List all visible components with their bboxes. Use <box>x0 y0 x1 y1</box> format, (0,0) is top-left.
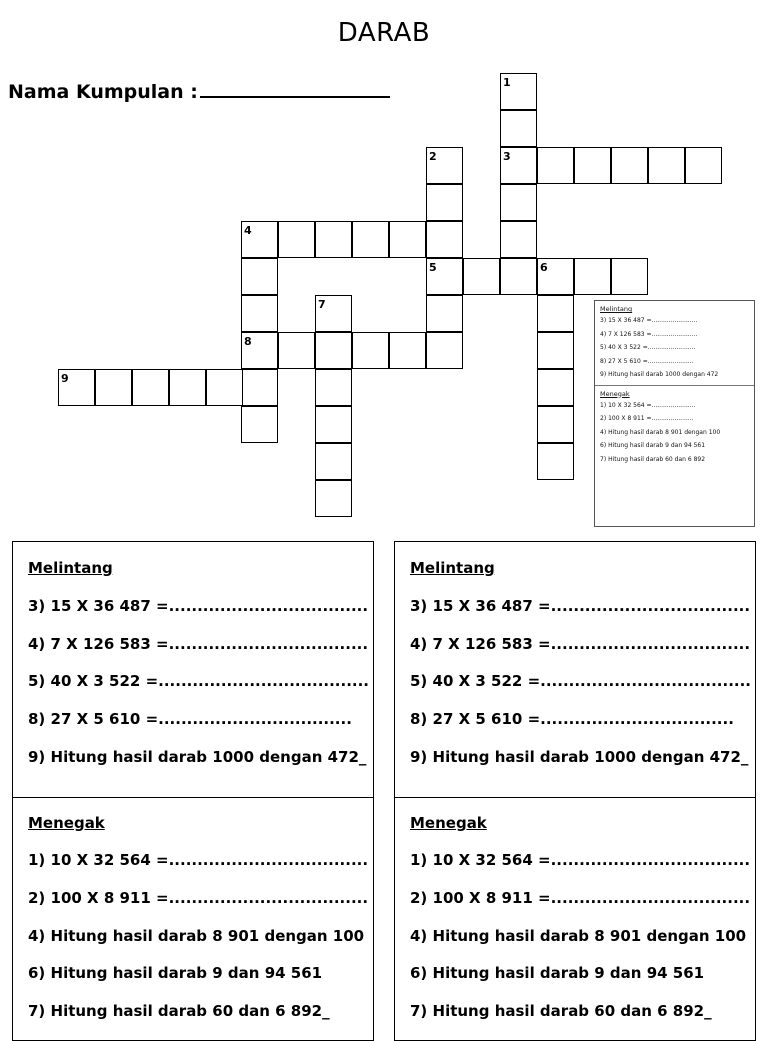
across-heading: Melintang <box>28 559 113 577</box>
across-clue: 3) 15 X 36 487 =................................... <box>28 597 369 615</box>
across-heading: Melintang <box>410 559 495 577</box>
down-clue: 6) Hitung hasil darab 9 dan 94 561 <box>28 964 323 982</box>
grid-cell[interactable] <box>500 110 537 147</box>
section-divider <box>13 797 373 798</box>
grid-cell[interactable] <box>537 258 574 295</box>
clue-number-1: 1 <box>503 76 511 89</box>
down-clue: 4) Hitung hasil darab 8 901 dengan 100 <box>410 927 747 945</box>
mini-across-section <box>595 301 754 378</box>
mini-clue-line: 4) Hitung hasil darab 8 901 dengan 100 <box>600 428 721 436</box>
grid-cell[interactable] <box>500 73 537 110</box>
grid-cell[interactable] <box>611 258 648 295</box>
down-heading: Menegak <box>410 814 487 832</box>
grid-cell[interactable] <box>315 443 352 480</box>
grid-cell[interactable] <box>389 332 426 369</box>
grid-cell[interactable] <box>169 369 206 406</box>
clue-box-left <box>12 541 374 1041</box>
page-title: DARAB <box>337 18 431 48</box>
down-clue: 2) 100 X 8 911 =................................... <box>410 889 751 907</box>
across-clue: 8) 27 X 5 610 =.................................. <box>28 710 352 728</box>
grid-cell[interactable] <box>206 369 243 406</box>
grid-cell[interactable] <box>315 480 352 517</box>
mini-down-heading: Menegak <box>600 389 630 398</box>
mini-clue-line: 9) Hitung hasil darab 1000 dengan 472 <box>600 371 719 378</box>
grid-cell[interactable] <box>574 258 611 295</box>
grid-cell[interactable] <box>500 221 537 258</box>
grid-cell[interactable] <box>537 369 574 406</box>
grid-cell[interactable] <box>315 295 352 332</box>
across-clue: 4) 7 X 126 583 =................................... <box>28 635 369 653</box>
grid-cell[interactable] <box>574 147 611 184</box>
grid-cell[interactable] <box>426 258 463 295</box>
grid-cell[interactable] <box>241 332 278 369</box>
mini-clue-line: 2) 100 X 8 911 =...................... <box>600 415 694 422</box>
mini-clue-line: 1) 10 X 32 564 =....................... <box>600 401 696 409</box>
grid-cell[interactable] <box>611 147 648 184</box>
grid-cell[interactable] <box>537 332 574 369</box>
grid-cell[interactable] <box>426 147 463 184</box>
grid-cell[interactable] <box>58 369 95 406</box>
mini-clue-line: 5) 40 X 3 522 =......................... <box>600 344 696 351</box>
down-clue: 7) Hitung hasil darab 60 dan 6 892_ <box>410 1002 712 1020</box>
grid-cell[interactable] <box>648 147 685 184</box>
mini-clue-line: 8) 27 X 5 610 =........................ <box>600 357 694 365</box>
grid-cell[interactable] <box>278 221 315 258</box>
across-clue: 9) Hitung hasil darab 1000 dengan 472_ <box>410 748 749 766</box>
clue-box-right <box>394 541 756 1041</box>
grid-cell[interactable] <box>463 258 500 295</box>
group-name-text: Nama Kumpulan : <box>8 81 198 103</box>
grid-cell[interactable] <box>500 147 537 184</box>
across-clue: 5) 40 X 3 522 =..................................... <box>410 672 751 690</box>
grid-cell[interactable] <box>352 221 389 258</box>
grid-cell[interactable] <box>389 221 426 258</box>
grid-cell[interactable] <box>500 258 537 295</box>
grid-cell[interactable] <box>241 406 278 443</box>
grid-cell[interactable] <box>426 221 463 258</box>
clue-number-2: 2 <box>429 150 437 163</box>
clue-number-9: 9 <box>61 372 69 385</box>
grid-cell[interactable] <box>315 406 352 443</box>
down-clue: 1) 10 X 32 564 =................................... <box>28 851 369 869</box>
down-clue: 4) Hitung hasil darab 8 901 dengan 100 <box>28 927 365 945</box>
across-clue: 9) Hitung hasil darab 1000 dengan 472_ <box>28 748 367 766</box>
clue-number-4: 4 <box>244 224 252 237</box>
down-clue: 2) 100 X 8 911 =................................... <box>28 889 369 907</box>
mini-across-heading: Melintang <box>600 305 633 313</box>
down-clue: 1) 10 X 32 564 =................................... <box>410 851 751 869</box>
grid-cell[interactable] <box>95 369 132 406</box>
mini-down-section <box>595 385 754 463</box>
clue-number-3: 3 <box>503 150 511 163</box>
grid-cell[interactable] <box>352 332 389 369</box>
down-heading: Menegak <box>28 814 105 832</box>
grid-cell[interactable] <box>537 406 574 443</box>
clue-number-7: 7 <box>318 298 326 311</box>
grid-cell[interactable] <box>426 184 463 221</box>
across-clue: 5) 40 X 3 522 =..................................... <box>28 672 369 690</box>
grid-cell[interactable] <box>500 184 537 221</box>
across-clue: 3) 15 X 36 487 =................................... <box>410 597 751 615</box>
clue-number-6: 6 <box>540 261 548 274</box>
grid-cell[interactable] <box>241 369 278 406</box>
mini-clue-line: 4) 7 X 126 583 =........................ <box>600 330 698 338</box>
grid-cell[interactable] <box>132 369 169 406</box>
mini-clue-card <box>594 300 755 527</box>
mini-clue-line: 6) Hitung hasil darab 9 dan 94 561 <box>600 442 706 449</box>
mini-clue-line: 3) 15 X 36 487 =........................ <box>600 317 698 324</box>
down-clue: 7) Hitung hasil darab 60 dan 6 892_ <box>28 1002 330 1020</box>
grid-cell[interactable] <box>241 221 278 258</box>
clue-number-5: 5 <box>429 261 437 274</box>
across-clue: 4) 7 X 126 583 =................................... <box>410 635 751 653</box>
section-divider <box>395 797 755 798</box>
grid-cell[interactable] <box>426 332 463 369</box>
grid-cell[interactable] <box>315 221 352 258</box>
grid-cell[interactable] <box>426 295 463 332</box>
grid-cell[interactable] <box>537 443 574 480</box>
clue-number-8: 8 <box>244 335 252 348</box>
grid-cell[interactable] <box>685 147 722 184</box>
grid-cell[interactable] <box>241 258 278 295</box>
mini-clue-line: 7) Hitung hasil darab 60 dan 6 892 <box>600 455 706 463</box>
grid-cell[interactable] <box>241 295 278 332</box>
grid-cell[interactable] <box>537 295 574 332</box>
grid-cell[interactable] <box>315 369 352 406</box>
grid-cell[interactable] <box>537 147 574 184</box>
grid-cell[interactable] <box>315 332 352 369</box>
grid-cell[interactable] <box>278 332 315 369</box>
across-clue: 8) 27 X 5 610 =.................................. <box>410 710 734 728</box>
down-clue: 6) Hitung hasil darab 9 dan 94 561 <box>410 964 705 982</box>
